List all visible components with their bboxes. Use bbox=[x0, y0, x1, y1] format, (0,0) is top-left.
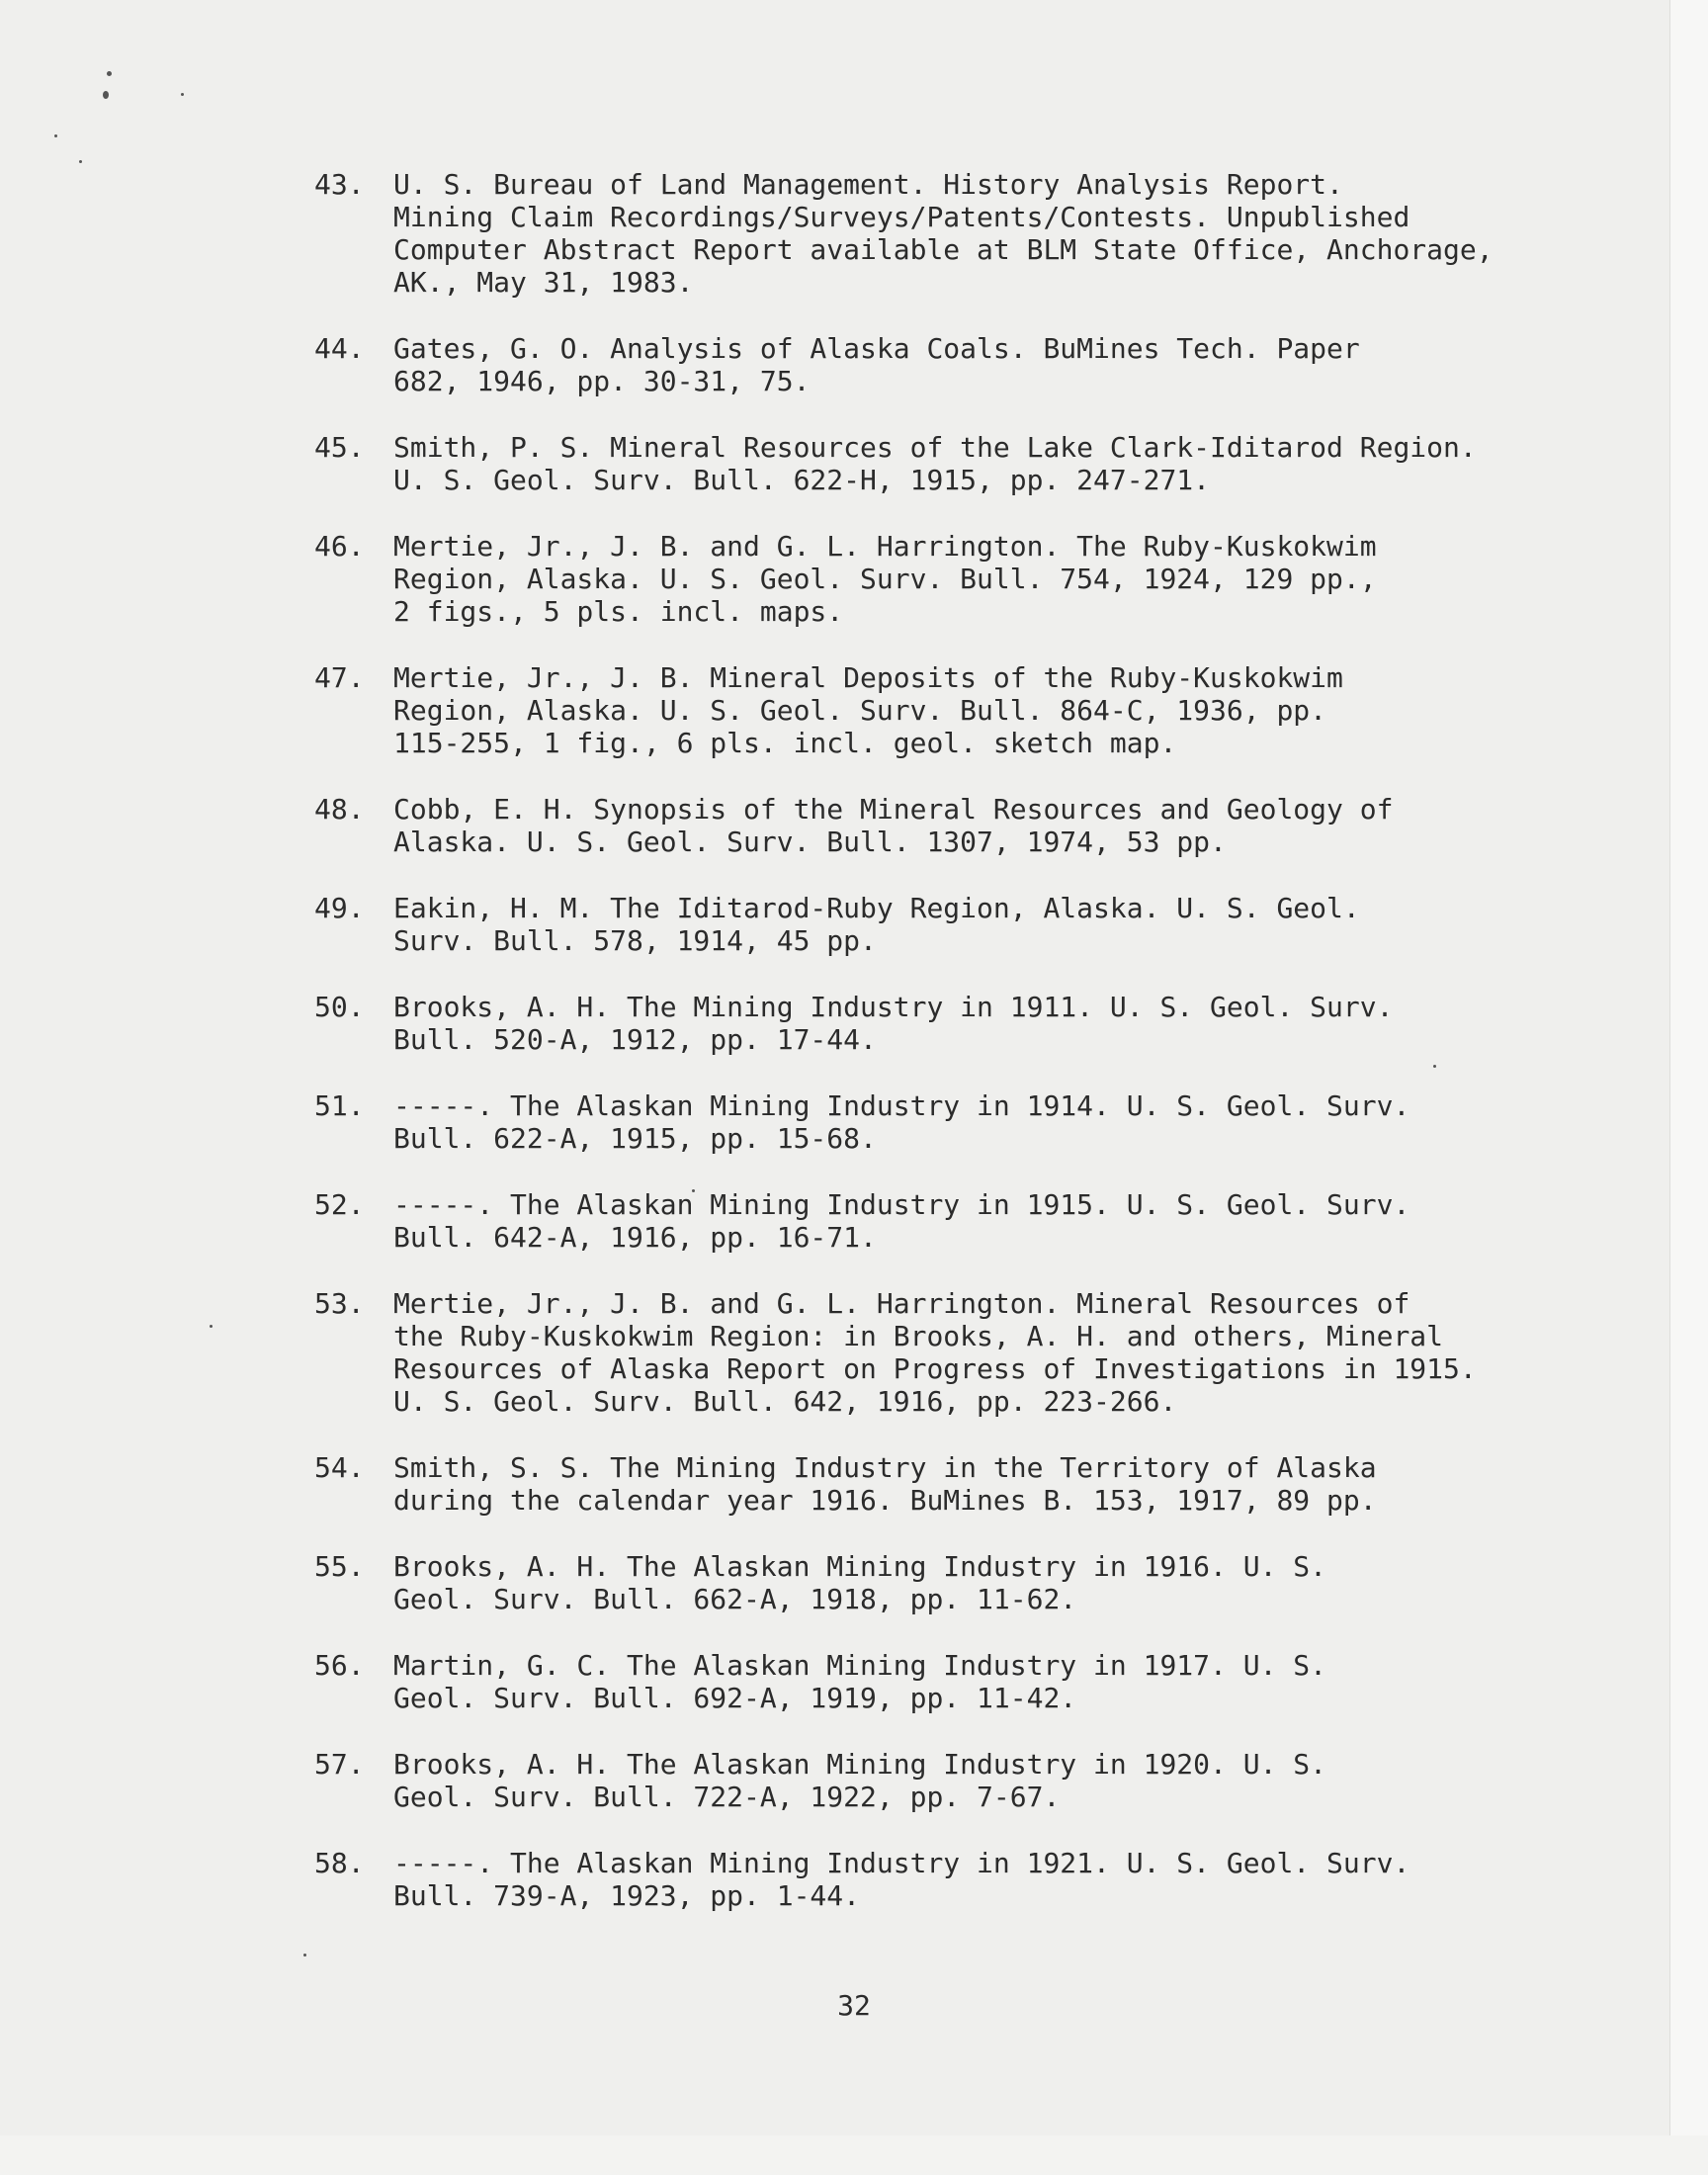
reference-item bbox=[314, 991, 1530, 1056]
reference-number: 55. bbox=[314, 1550, 365, 1583]
scan-speck bbox=[107, 71, 112, 76]
scan-speck bbox=[54, 134, 57, 137]
reference-number: 53. bbox=[314, 1287, 365, 1320]
reference-item bbox=[314, 1847, 1530, 1912]
reference-number: 56. bbox=[314, 1649, 365, 1682]
scan-speck bbox=[103, 91, 109, 99]
reference-item bbox=[314, 1451, 1530, 1517]
reference-text: Brooks, A. H. The Mining Industry in 1911. U. S. Geol. Surv. Bull. 520-A, 1912, pp. 17-44. bbox=[393, 991, 1394, 1056]
reference-number: 47. bbox=[314, 661, 365, 694]
reference-text: Mertie, Jr., J. B. and G. L. Harrington. The Ruby-Kuskokwim Region, Alaska. U. S. Geol. Surv. Bull. 754, 1924, 129 pp., 2 figs., 5 pls. incl. maps. bbox=[393, 530, 1377, 628]
reference-number: 46. bbox=[314, 530, 365, 563]
reference-text: -----. The Alaskan Mining Industry in 1921. U. S. Geol. Surv. Bull. 739-A, 1923, pp. 1-44. bbox=[393, 1847, 1410, 1912]
reference-number: 58. bbox=[314, 1847, 365, 1879]
reference-number: 44. bbox=[314, 332, 365, 365]
reference-item bbox=[314, 530, 1530, 628]
reference-text: Smith, P. S. Mineral Resources of the Lake Clark-Iditarod Region. U. S. Geol. Surv. Bull. 622-H, 1915, pp. 247-271. bbox=[393, 431, 1477, 496]
reference-item bbox=[314, 1748, 1530, 1813]
reference-text: Martin, G. C. The Alaskan Mining Industry in 1917. U. S. Geol. Surv. Bull. 692-A, 1919, pp. 11-42. bbox=[393, 1649, 1327, 1714]
reference-number: 54. bbox=[314, 1451, 365, 1484]
reference-text: Brooks, A. H. The Alaskan Mining Industry in 1916. U. S. Geol. Surv. Bull. 662-A, 1918, pp. 11-62. bbox=[393, 1550, 1327, 1615]
reference-item bbox=[314, 1188, 1530, 1254]
reference-item bbox=[314, 1550, 1530, 1615]
reference-text: Smith, S. S. The Mining Industry in the Territory of Alaska during the calendar year 1916. BuMines B. 153, 1917, 89 pp. bbox=[393, 1451, 1377, 1517]
reference-number: 52. bbox=[314, 1188, 365, 1221]
reference-item bbox=[314, 661, 1530, 759]
reference-list bbox=[314, 168, 1530, 1946]
reference-number: 57. bbox=[314, 1748, 365, 1781]
reference-item bbox=[314, 431, 1530, 496]
scan-speck bbox=[181, 93, 184, 96]
page-edge-bottom bbox=[0, 2135, 1708, 2175]
reference-number: 48. bbox=[314, 793, 365, 826]
reference-item bbox=[314, 332, 1530, 397]
reference-number: 50. bbox=[314, 991, 365, 1023]
page-number: 32 bbox=[837, 1989, 871, 2022]
reference-item bbox=[314, 1287, 1530, 1418]
reference-text: -----. The Alaskan Mining Industry in 1914. U. S. Geol. Surv. Bull. 622-A, 1915, pp. 15-68. bbox=[393, 1089, 1410, 1155]
reference-number: 49. bbox=[314, 892, 365, 924]
page-edge-right bbox=[1669, 0, 1708, 2175]
reference-item bbox=[314, 168, 1530, 299]
reference-item bbox=[314, 892, 1530, 957]
reference-number: 43. bbox=[314, 168, 365, 201]
reference-text: Eakin, H. M. The Iditarod-Ruby Region, Alaska. U. S. Geol. Surv. Bull. 578, 1914, 45 pp. bbox=[393, 892, 1360, 957]
scan-speck bbox=[210, 1325, 213, 1328]
reference-text: Mertie, Jr., J. B. and G. L. Harrington. Mineral Resources of the Ruby-Kuskokwim Region: in Brooks, A. H. and others, Mineral Resources of Alaska Report on Progress of Investigations in 1915. U. S. Geol. Surv. Bull. 642, 1916, pp. 223-266. bbox=[393, 1287, 1477, 1418]
reference-text: -----. The Alaskan Mining Industry in 1915. U. S. Geol. Surv. Bull. 642-A, 1916, pp. 16-71. bbox=[393, 1188, 1410, 1254]
scan-speck bbox=[303, 1954, 306, 1957]
reference-text: U. S. Bureau of Land Management. History Analysis Report. Mining Claim Recordings/Surveys/Patents/Contests. Unpublished Computer Abstract Report available at BLM State Office, Anchorage, AK., May 31, 1983. bbox=[393, 168, 1494, 299]
reference-number: 45. bbox=[314, 431, 365, 464]
reference-item bbox=[314, 1089, 1530, 1155]
reference-number: 51. bbox=[314, 1089, 365, 1122]
reference-text: Mertie, Jr., J. B. Mineral Deposits of the Ruby-Kuskokwim Region, Alaska. U. S. Geol. Surv. Bull. 864-C, 1936, pp. 115-255, 1 fig., 6 pls. incl. geol. sketch map. bbox=[393, 661, 1343, 759]
reference-text: Brooks, A. H. The Alaskan Mining Industry in 1920. U. S. Geol. Surv. Bull. 722-A, 1922, pp. 7-67. bbox=[393, 1748, 1327, 1813]
scan-speck bbox=[79, 160, 82, 163]
reference-item bbox=[314, 793, 1530, 858]
reference-text: Gates, G. O. Analysis of Alaska Coals. BuMines Tech. Paper 682, 1946, pp. 30-31, 75. bbox=[393, 332, 1360, 397]
reference-text: Cobb, E. H. Synopsis of the Mineral Resources and Geology of Alaska. U. S. Geol. Surv. Bull. 1307, 1974, 53 pp. bbox=[393, 793, 1394, 858]
reference-item bbox=[314, 1649, 1530, 1714]
